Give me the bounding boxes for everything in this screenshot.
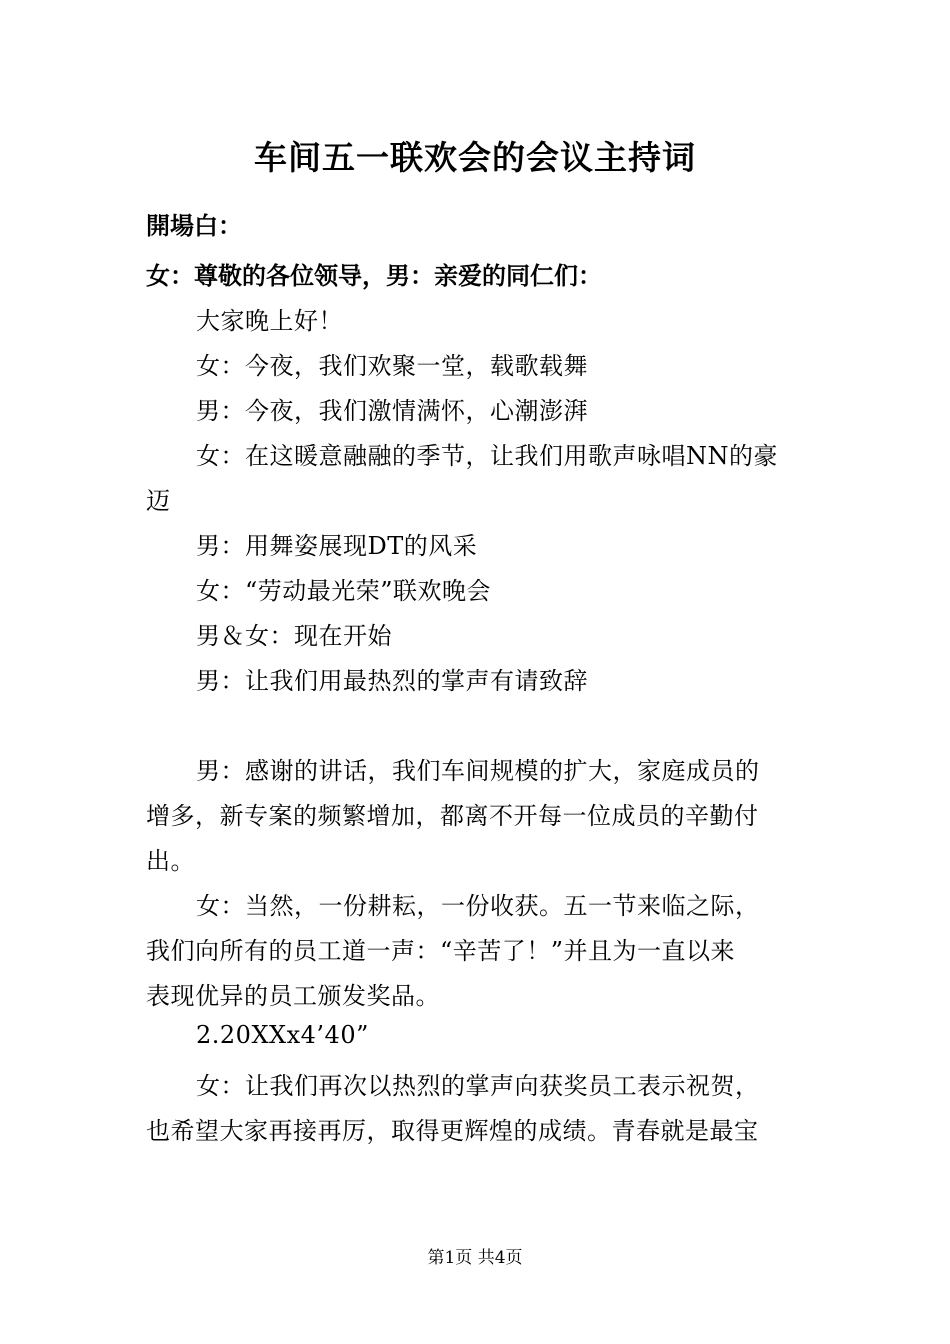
paragraph-line: 女：在这暖意融融的季节，让我们用歌声咏唱NN的豪 xyxy=(196,442,778,470)
paragraph-line: 我们向所有的员工道一声：“辛苦了！”并且为一直以来 xyxy=(146,937,736,965)
page-footer: 第1页 共4页 xyxy=(427,1248,523,1268)
paragraph-line: 增多，新专案的频繁增加，都离不开每一位成员的辛勤付 xyxy=(146,802,759,830)
paragraph-line: 出。 xyxy=(146,847,195,875)
paragraph-line: 女：让我们再次以热烈的掌声向获奖员工表示祝贺， xyxy=(196,1072,760,1100)
paragraph-line: 男：感谢的讲话，我们车间规模的扩大，家庭成员的 xyxy=(196,757,760,785)
paragraph-line: 女：“劳动最光荣”联欢晚会 xyxy=(196,577,492,605)
paragraph-line: 女：今夜，我们欢聚一堂，载歌载舞 xyxy=(196,352,588,380)
paragraph-line: 也希望大家再接再厉，取得更辉煌的成绩。青春就是最宝 xyxy=(146,1117,759,1145)
paragraph-line: 男＆女：现在开始 xyxy=(196,622,392,650)
paragraph-line: 2.20XXx4’40” xyxy=(196,1021,369,1049)
document-title: 车间五一联欢会的会议主持词 xyxy=(254,138,696,177)
paragraph-line: 大家晚上好！ xyxy=(196,307,343,335)
paragraph-line: 表现优异的员工颁发奖品。 xyxy=(146,982,440,1010)
paragraph-line: 男：用舞姿展现DT的风采 xyxy=(196,532,478,560)
paragraph-line: 男：让我们用最热烈的掌声有请致辞 xyxy=(196,667,588,695)
paragraph-line: 迈 xyxy=(146,487,171,515)
section-heading: 開場白： xyxy=(146,211,242,240)
paragraph-line: 女：当然，一份耕耘，一份收获。五一节来临之际， xyxy=(196,892,760,920)
paragraph-line: 男：今夜，我们激情满怀，心潮澎湃 xyxy=(196,397,588,425)
opening-line: 女：尊敬的各位领导，男：亲爱的同仁们： xyxy=(146,261,602,290)
